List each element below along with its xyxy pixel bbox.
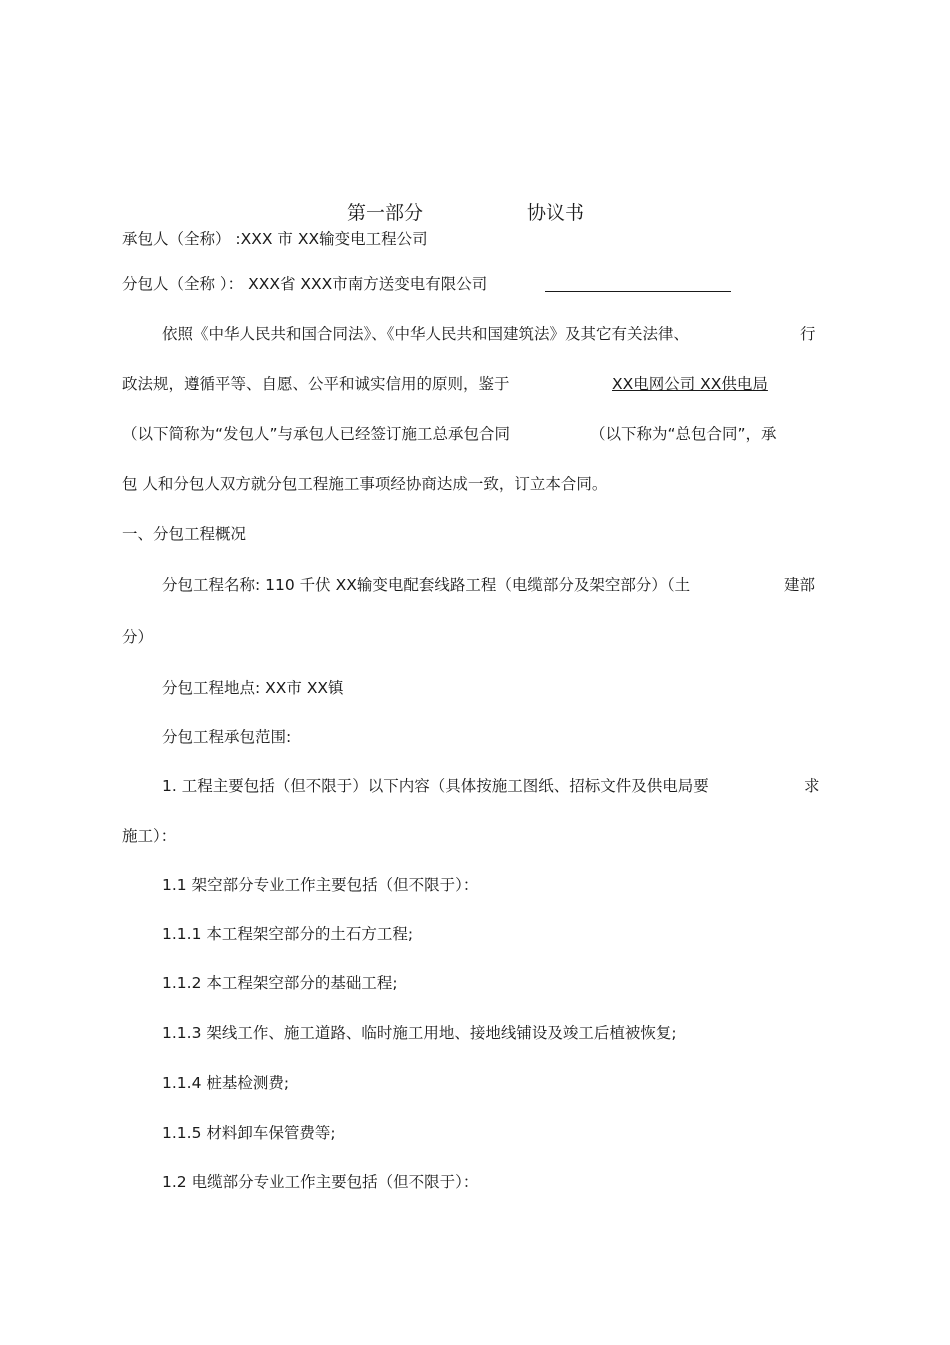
item-1-1-2: 1.1.2 本工程架空部分的基础工程;	[162, 974, 398, 992]
title-part: 第一部分	[347, 202, 424, 224]
item-1-1-4: 1.1.4 桩基检测费;	[162, 1074, 290, 1092]
item-1-1: 1.1 架空部分专业工作主要包括（但不限于）：	[162, 876, 479, 894]
item-1-1-3: 1.1.3 架线工作、施工道路、临时施工用地、接地线铺设及竣工后植被恢复;	[162, 1024, 677, 1042]
project-location: 分包工程地点: XX市 XX镇	[162, 679, 344, 697]
project-name-line: 分包工程名称: 110 千伏 XX输变电配套线路工程（电缆部分及架空部分）（土	[162, 576, 691, 594]
item-1-2: 1.2 电缆部分专业工作主要包括（但不限于）：	[162, 1173, 479, 1191]
preamble-line2: 政法规，遵循平等、自愿、公平和诚实信用的原则，鉴于	[122, 375, 510, 393]
employer-name: XX电网公司 XX供电局	[612, 375, 768, 393]
title-name: 协议书	[527, 202, 585, 224]
item-1-1-5: 1.1.5 材料卸车保管费等;	[162, 1124, 336, 1142]
preamble-line1-end: 行	[800, 325, 816, 343]
preamble-line1: 依照《中华人民共和国合同法》、《中华人民共和国建筑法》及其它有关法律、	[162, 325, 690, 343]
preamble-line3b: （以下称为“总包合同”，承	[590, 425, 777, 443]
item-1-cont: 施工）：	[122, 827, 177, 845]
project-scope: 分包工程承包范围:	[162, 728, 292, 746]
project-name-end: 建部	[784, 576, 816, 594]
item-1-1-1: 1.1.1 本工程架空部分的土石方工程;	[162, 925, 414, 943]
project-name-cont: 分）	[122, 628, 154, 646]
preamble-line4: 包 人和分包人双方就分包工程施工事项经协商达成一致，订立本合同。	[122, 475, 608, 493]
blank-underline	[545, 291, 731, 292]
item-1-end: 求	[804, 777, 820, 795]
item-1: 1. 工程主要包括（但不限于）以下内容（具体按施工图纸、招标文件及供电局要	[162, 777, 709, 795]
preamble-line3a: （以下简称为“发包人”与承包人已经签订施工总承包合同	[122, 425, 511, 443]
section-heading: 一、分包工程概况	[122, 525, 247, 543]
contractor-line: 承包人（全称） :XXX 市 XX输变电工程公司	[122, 230, 428, 248]
subcontractor-line: 分包人（全称 ）： XXX省 XXX市南方送变电有限公司	[122, 275, 488, 293]
